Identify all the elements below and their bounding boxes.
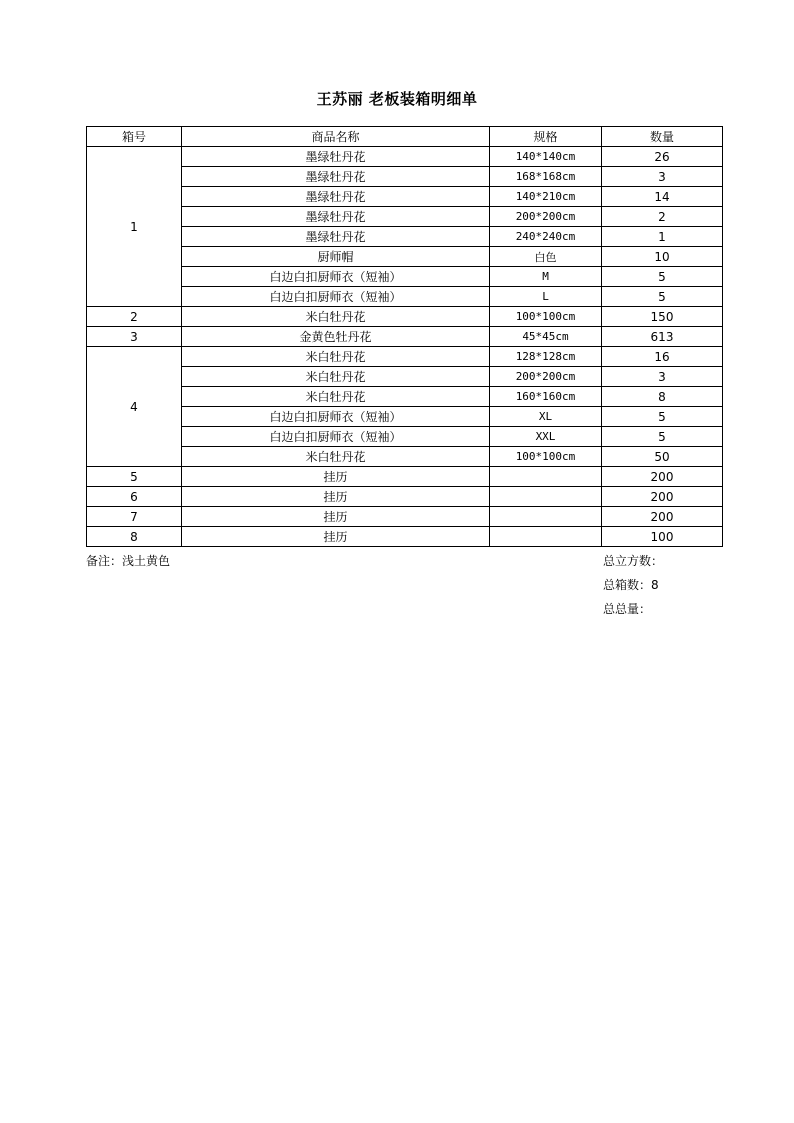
spec-cell: 140*210cm <box>490 187 602 207</box>
product-name-cell: 米白牡丹花 <box>182 367 490 387</box>
header-box-number: 箱号 <box>87 127 182 147</box>
box-number-cell: 1 <box>87 147 182 307</box>
table-row <box>87 507 723 527</box>
total-quantity <box>603 597 663 621</box>
quantity-cell: 1 <box>602 227 723 247</box>
table-row <box>87 147 723 167</box>
quantity-cell: 14 <box>602 187 723 207</box>
quantity-cell: 3 <box>602 367 723 387</box>
packing-list-table <box>86 126 723 547</box>
product-name-cell: 米白牡丹花 <box>182 447 490 467</box>
spec-cell: 200*200cm <box>490 367 602 387</box>
quantity-cell: 26 <box>602 147 723 167</box>
table-row <box>87 367 723 387</box>
quantity-cell: 100 <box>602 527 723 547</box>
quantity-cell: 150 <box>602 307 723 327</box>
spec-cell: 100*100cm <box>490 307 602 327</box>
table-row <box>87 207 723 227</box>
box-number-cell: 3 <box>87 327 182 347</box>
total-boxes-value: 8 <box>651 578 659 592</box>
table-row <box>87 187 723 207</box>
header-spec: 规格 <box>490 127 602 147</box>
box-number-cell: 4 <box>87 347 182 467</box>
quantity-cell: 5 <box>602 287 723 307</box>
quantity-cell: 50 <box>602 447 723 467</box>
product-name-cell: 挂历 <box>182 467 490 487</box>
table-row <box>87 167 723 187</box>
quantity-cell: 5 <box>602 267 723 287</box>
spec-cell: 240*240cm <box>490 227 602 247</box>
product-name-cell: 米白牡丹花 <box>182 347 490 367</box>
table-row <box>87 487 723 507</box>
total-boxes <box>603 573 663 597</box>
quantity-cell: 16 <box>602 347 723 367</box>
spec-cell: 100*100cm <box>490 447 602 467</box>
total-boxes-label: 总箱数： <box>603 578 652 592</box>
summary-block <box>603 549 663 621</box>
table-row <box>87 227 723 247</box>
product-name-cell: 白边白扣厨师衣（短袖） <box>182 267 490 287</box>
table-row <box>87 527 723 547</box>
table-row <box>87 347 723 367</box>
quantity-cell: 8 <box>602 387 723 407</box>
spec-cell: 200*200cm <box>490 207 602 227</box>
spec-cell: 168*168cm <box>490 167 602 187</box>
box-number-cell: 6 <box>87 487 182 507</box>
product-name-cell: 米白牡丹花 <box>182 307 490 327</box>
product-name-cell: 墨绿牡丹花 <box>182 167 490 187</box>
box-number-cell: 7 <box>87 507 182 527</box>
table-row <box>87 427 723 447</box>
table-row <box>87 287 723 307</box>
total-quantity-label: 总总量： <box>603 602 652 616</box>
spec-cell <box>490 487 602 507</box>
total-volume <box>603 549 663 573</box>
product-name-cell: 墨绿牡丹花 <box>182 227 490 247</box>
product-name-cell: 墨绿牡丹花 <box>182 207 490 227</box>
product-name-cell: 厨师帽 <box>182 247 490 267</box>
spec-cell: XXL <box>490 427 602 447</box>
table-row <box>87 407 723 427</box>
spec-cell: XL <box>490 407 602 427</box>
header-product-name: 商品名称 <box>182 127 490 147</box>
table-row <box>87 247 723 267</box>
remark-note: 备注：浅土黄色 <box>86 554 171 568</box>
product-name-cell: 挂历 <box>182 527 490 547</box>
spec-cell <box>490 507 602 527</box>
spec-cell: 140*140cm <box>490 147 602 167</box>
product-name-cell: 白边白扣厨师衣（短袖） <box>182 287 490 307</box>
quantity-cell: 5 <box>602 427 723 447</box>
spec-cell: L <box>490 287 602 307</box>
product-name-cell: 米白牡丹花 <box>182 387 490 407</box>
quantity-cell: 2 <box>602 207 723 227</box>
spec-cell <box>490 527 602 547</box>
table-row <box>87 447 723 467</box>
product-name-cell: 白边白扣厨师衣（短袖） <box>182 407 490 427</box>
quantity-cell: 200 <box>602 487 723 507</box>
table-header-row <box>87 127 723 147</box>
page-title: 王苏丽 老板装箱明细单 <box>316 90 478 108</box>
spec-cell: M <box>490 267 602 287</box>
table-row <box>87 387 723 407</box>
quantity-cell: 3 <box>602 167 723 187</box>
product-name-cell: 墨绿牡丹花 <box>182 147 490 167</box>
product-name-cell: 白边白扣厨师衣（短袖） <box>182 427 490 447</box>
quantity-cell: 10 <box>602 247 723 267</box>
spec-cell: 45*45cm <box>490 327 602 347</box>
table-row <box>87 307 723 327</box>
product-name-cell: 墨绿牡丹花 <box>182 187 490 207</box>
table-row <box>87 327 723 347</box>
total-volume-label: 总立方数： <box>603 554 664 568</box>
table-row <box>87 467 723 487</box>
quantity-cell: 200 <box>602 507 723 527</box>
quantity-cell: 200 <box>602 467 723 487</box>
spec-cell <box>490 467 602 487</box>
box-number-cell: 2 <box>87 307 182 327</box>
spec-cell: 160*160cm <box>490 387 602 407</box>
header-quantity: 数量 <box>602 127 723 147</box>
box-number-cell: 8 <box>87 527 182 547</box>
spec-cell: 128*128cm <box>490 347 602 367</box>
table-body <box>87 147 723 547</box>
product-name-cell: 金黄色牡丹花 <box>182 327 490 347</box>
spec-cell: 白色 <box>490 247 602 267</box>
table-row <box>87 267 723 287</box>
quantity-cell: 5 <box>602 407 723 427</box>
quantity-cell: 613 <box>602 327 723 347</box>
product-name-cell: 挂历 <box>182 507 490 527</box>
product-name-cell: 挂历 <box>182 487 490 507</box>
box-number-cell: 5 <box>87 467 182 487</box>
